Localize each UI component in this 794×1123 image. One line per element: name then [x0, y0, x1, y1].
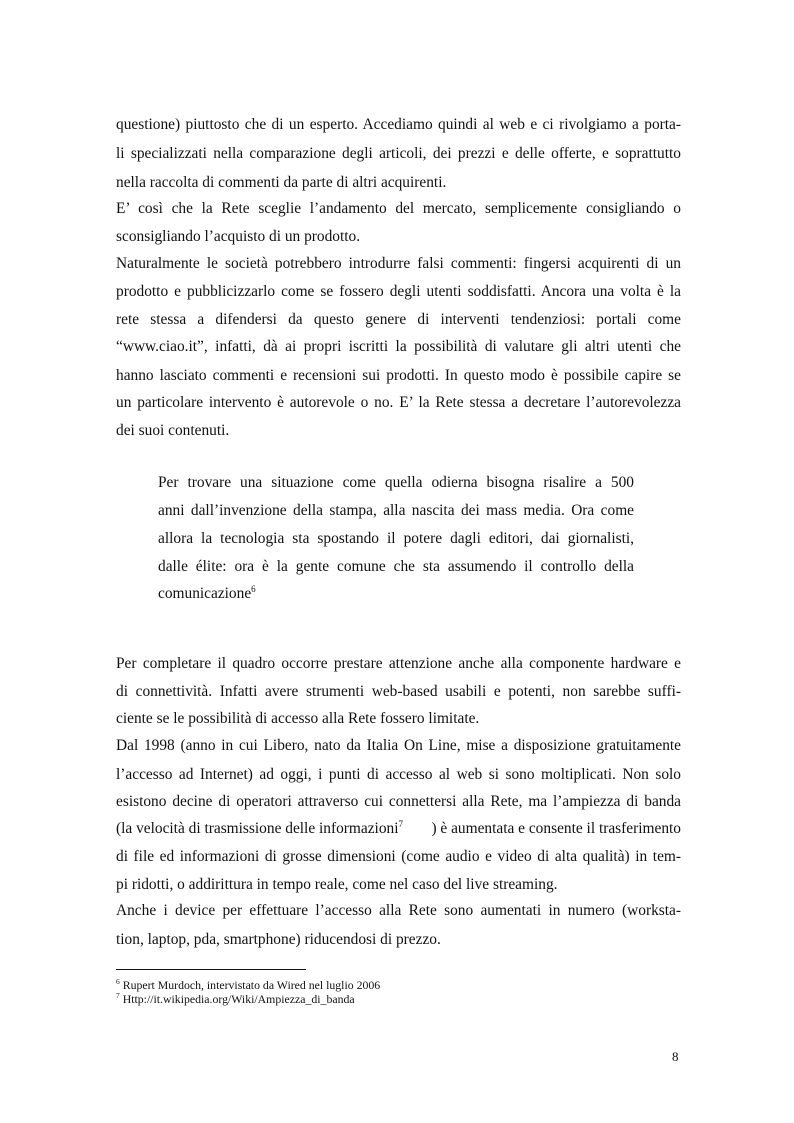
- body-line: nella raccolta di commenti da parte di altri acquirenti.: [116, 174, 447, 191]
- body-line: E’ così che la Rete sceglie l’andamento del mercato, semplicemente consigliando o: [116, 200, 681, 217]
- footnote-divider: [116, 969, 306, 970]
- body-line: Anche i device per effettuare l’accesso alla Rete sono aumentati in numero (workstа-: [116, 902, 681, 919]
- body-line: Per completare il quadro occorre prestare attenzione anche alla componente hardware e: [116, 655, 681, 672]
- body-line: l’accesso ad Internet) ad oggi, i punti di accesso al web si sono moltiplicati. Non solo: [116, 766, 681, 783]
- body-line: dei suoi contenuti.: [116, 422, 230, 439]
- body-line: tion, laptop, pda, smartphone) riducendosi di prezzo.: [116, 931, 441, 948]
- body-line: li specializzati nella comparazione degli articoli, dei prezzi e delle offerte, e soprattutto: [116, 145, 681, 162]
- quote-text: comunicazione: [158, 585, 252, 602]
- body-line: pi ridotti, o addirittura in tempo reale, come nel caso del live streaming.: [116, 876, 558, 893]
- body-line: prodotto e pubblicizzarlo come se fossero degli utenti soddisfatti. Ancora una volta è la: [116, 283, 681, 300]
- footnote: [116, 978, 380, 992]
- body-line: rete stessa a difendersi da questo genere di interventi tendenziosi: portali come: [116, 311, 681, 328]
- quote-line: [158, 584, 634, 604]
- body-line: [116, 819, 681, 839]
- footnote-number: 7: [116, 991, 120, 1001]
- body-line: “www.ciao.it”, infatti, dà ai propri iscritti la possibilità di valutare gli altri utenti che: [116, 338, 681, 355]
- quote-line: allora la tecnologia sta spostando il potere dagli editori, dai giornalisti,: [158, 530, 634, 547]
- body-text: (la velocità di trasmissione delle informazioni$^7$: [116, 818, 404, 837]
- body-line: questione) piuttosto che di un esperto. Accediamo quindi al web e ci rivolgiamo a porta-: [116, 116, 681, 133]
- body-line: Naturalmente le società potrebbero introdurre falsi commenti: fingersi acquirenti di un: [116, 255, 681, 272]
- footnote-number: 6: [116, 977, 120, 987]
- footnote-text: Http://it.wikipedia.org/Wiki/Ampiezza_di_banda: [119, 992, 355, 1006]
- body-line: Dal 1998 (anno in cui Libero, nato da Italia On Line, mise a disposizione gratuitamente: [116, 737, 681, 754]
- footnote-ref: 7: [398, 818, 404, 829]
- footnote: [116, 992, 355, 1006]
- footnote-text: Rupert Murdoch, intervistato da Wired nel luglio 2006: [119, 978, 381, 992]
- body-line: di file ed informazioni di grosse dimensioni (come audio e video di alta qualità) in tem-: [116, 848, 681, 865]
- page-number: 8: [672, 1049, 679, 1064]
- footnote-ref: 6: [251, 583, 256, 594]
- body-line: di connettività. Infatti avere strumenti web-based usabili e potenti, non sarebbe suffi-: [116, 683, 681, 700]
- quote-line: Per trovare una situazione come quella odierna bisogna risalire a 500: [158, 474, 634, 491]
- body-line: hanno lasciato commenti e recensioni sui prodotti. In questo modo è possibile capire se: [116, 367, 681, 384]
- body-text: ) è aumentata e consente il trasferimento: [431, 820, 681, 837]
- quote-line: anni dall’invenzione della stampa, alla nascita dei mass media. Ora come: [158, 502, 634, 519]
- body-line: esistono decine di operatori attraverso cui connettersi alla Rete, ma l’ampiezza di banda: [116, 793, 681, 810]
- body-line: sconsigliando l’acquisto di un prodotto.: [116, 228, 361, 245]
- body-line: ciente se le possibilità di accesso alla Rete fossero limitate.: [116, 710, 480, 727]
- body-line: un particolare intervento è autorevole o no. E’ la Rete stessa a decretare l’autorevolezza: [116, 394, 681, 411]
- quote-line: dalle élite: ora è la gente comune che sta assumendo il controllo della: [158, 558, 634, 575]
